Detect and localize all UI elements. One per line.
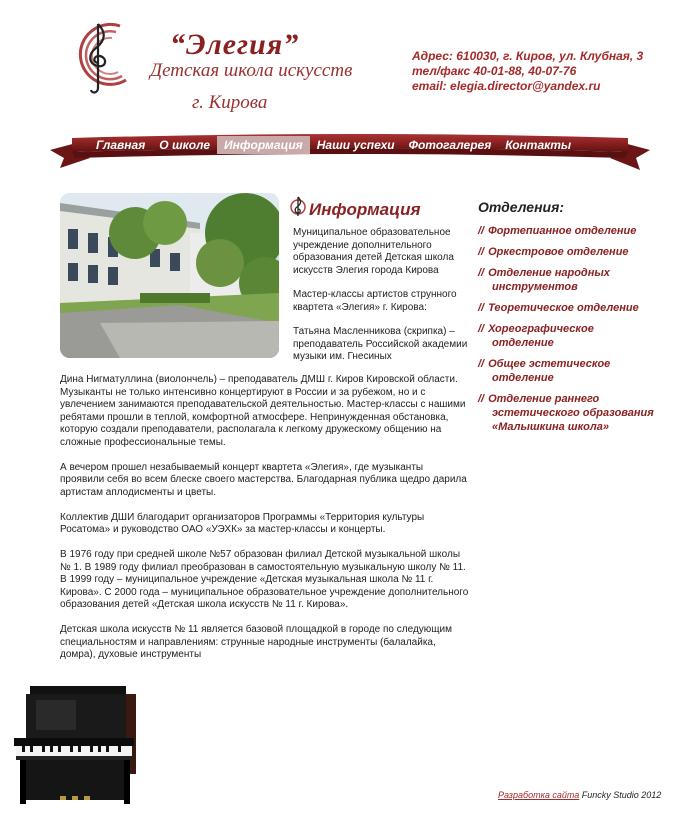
school-name bbox=[150, 28, 370, 114]
school-building-photo bbox=[60, 193, 279, 358]
address: Адрес: 610030, г. Киров, ул. Клубная, 3 bbox=[412, 49, 644, 63]
page-title: Информация bbox=[309, 199, 421, 219]
intro-paragraph: Муниципальное образовательное учреждение дополнительного образования детей Детская школа искусств Элегия города Кирова bbox=[293, 227, 454, 276]
school-city: г. Кирова bbox=[192, 92, 268, 113]
school-name-subtitle: Детская школа искусств bbox=[150, 60, 353, 81]
department-link[interactable]: // Фортепианное отделение bbox=[478, 225, 637, 237]
department-link[interactable]: // Теоретическое отделение bbox=[478, 302, 639, 314]
article-body bbox=[60, 374, 470, 674]
intro-paragraph: Татьяна Масленникова (скрипка) – преподаватель Российской академии музыки им. Гнесиных bbox=[293, 326, 468, 362]
departments-list bbox=[478, 224, 678, 441]
nav-gallery[interactable]: Фотогалерея bbox=[408, 138, 492, 152]
studio-name: Funcky Studio 2012 bbox=[579, 790, 662, 800]
school-logo-icon bbox=[76, 18, 138, 96]
piano-image bbox=[8, 678, 146, 808]
email[interactable]: email: elegia.director@yandex.ru bbox=[412, 79, 601, 93]
intro-paragraph: Мастер-классы артистов струнного квартета «Элегия» г. Кирова: bbox=[293, 289, 457, 313]
nav-info[interactable]: Информация bbox=[217, 136, 310, 154]
department-link[interactable]: // Отделение раннего эстетического образования «Малышкина школа» bbox=[478, 393, 654, 433]
body-paragraph: Дина Нигматуллина (виолончель) – преподаватель ДМШ г. Киров Кировской области. Музыканты не только интенсивно концертируют в России и за рубежом, но и с увлечением занимаются преподавательской деятельностью. Мастер-классы с нашими ребятами прошли в теплой, комфортной атмосфере. Непринужденная обстановка, которую создали преподаватели, располагала к легкому дружескому общению на сложные профессиональные темы. bbox=[60, 374, 466, 448]
treble-clef-icon bbox=[290, 196, 306, 223]
nav-home[interactable]: Главная bbox=[96, 138, 146, 152]
department-link[interactable]: // Общее эстетическое отделение bbox=[478, 358, 611, 384]
phone: тел/факс 40-01-88, 40-07-76 bbox=[412, 64, 577, 78]
school-name-main: “Элегия” bbox=[170, 28, 300, 61]
department-link[interactable]: // Оркестровое отделение bbox=[478, 246, 629, 258]
contact-info bbox=[412, 49, 692, 94]
department-link[interactable]: // Отделение народных инструментов bbox=[478, 267, 610, 293]
intro-text bbox=[293, 227, 471, 376]
nav-achievements[interactable]: Наши успехи bbox=[316, 138, 395, 152]
department-link[interactable]: // Хореографическое отделение bbox=[478, 323, 594, 349]
section-title bbox=[290, 196, 421, 223]
body-paragraph: А вечером прошел незабываемый концерт квартета «Элегия», где музыканты проявили себя во всем блеске своего мастерства. Благодарная публика щедро дарила артистам аплодисменты и цветы. bbox=[60, 461, 467, 498]
nav-contacts[interactable]: Контакты bbox=[505, 138, 572, 152]
developer-link[interactable]: Разработка сайта bbox=[498, 790, 580, 800]
body-paragraph: Детская школа искусств № 11 является базовой площадкой в городе по следующим специальностям и направлениям: струнные народные инструменты (балалайка, домра), духовые инструменты bbox=[60, 624, 452, 660]
body-paragraph: Коллектив ДШИ благодарит организаторов Программы «Территория культуры Росатома» и руководство ОАО «УЭХК» за мастер-классы и концерты. bbox=[60, 511, 425, 535]
departments-title: Отделения: bbox=[478, 199, 564, 215]
body-paragraph: В 1976 году при средней школе №57 образован филиал Детской музыкальной школы № 1. В 1989 году филиал преобразован в самостоятельную музыкальную школу № 11. В 1999 году – муниципальное учреждение «Детская музыкальная школа № 11 г. Кирова». С 2000 года – муниципальное образовательное учреждение дополнительного образования детей «Детская школа искусств № 11 г. Кирова». bbox=[60, 549, 469, 610]
footer-credits bbox=[498, 790, 661, 800]
main-nav bbox=[89, 136, 578, 154]
nav-about[interactable]: О школе bbox=[159, 138, 211, 152]
